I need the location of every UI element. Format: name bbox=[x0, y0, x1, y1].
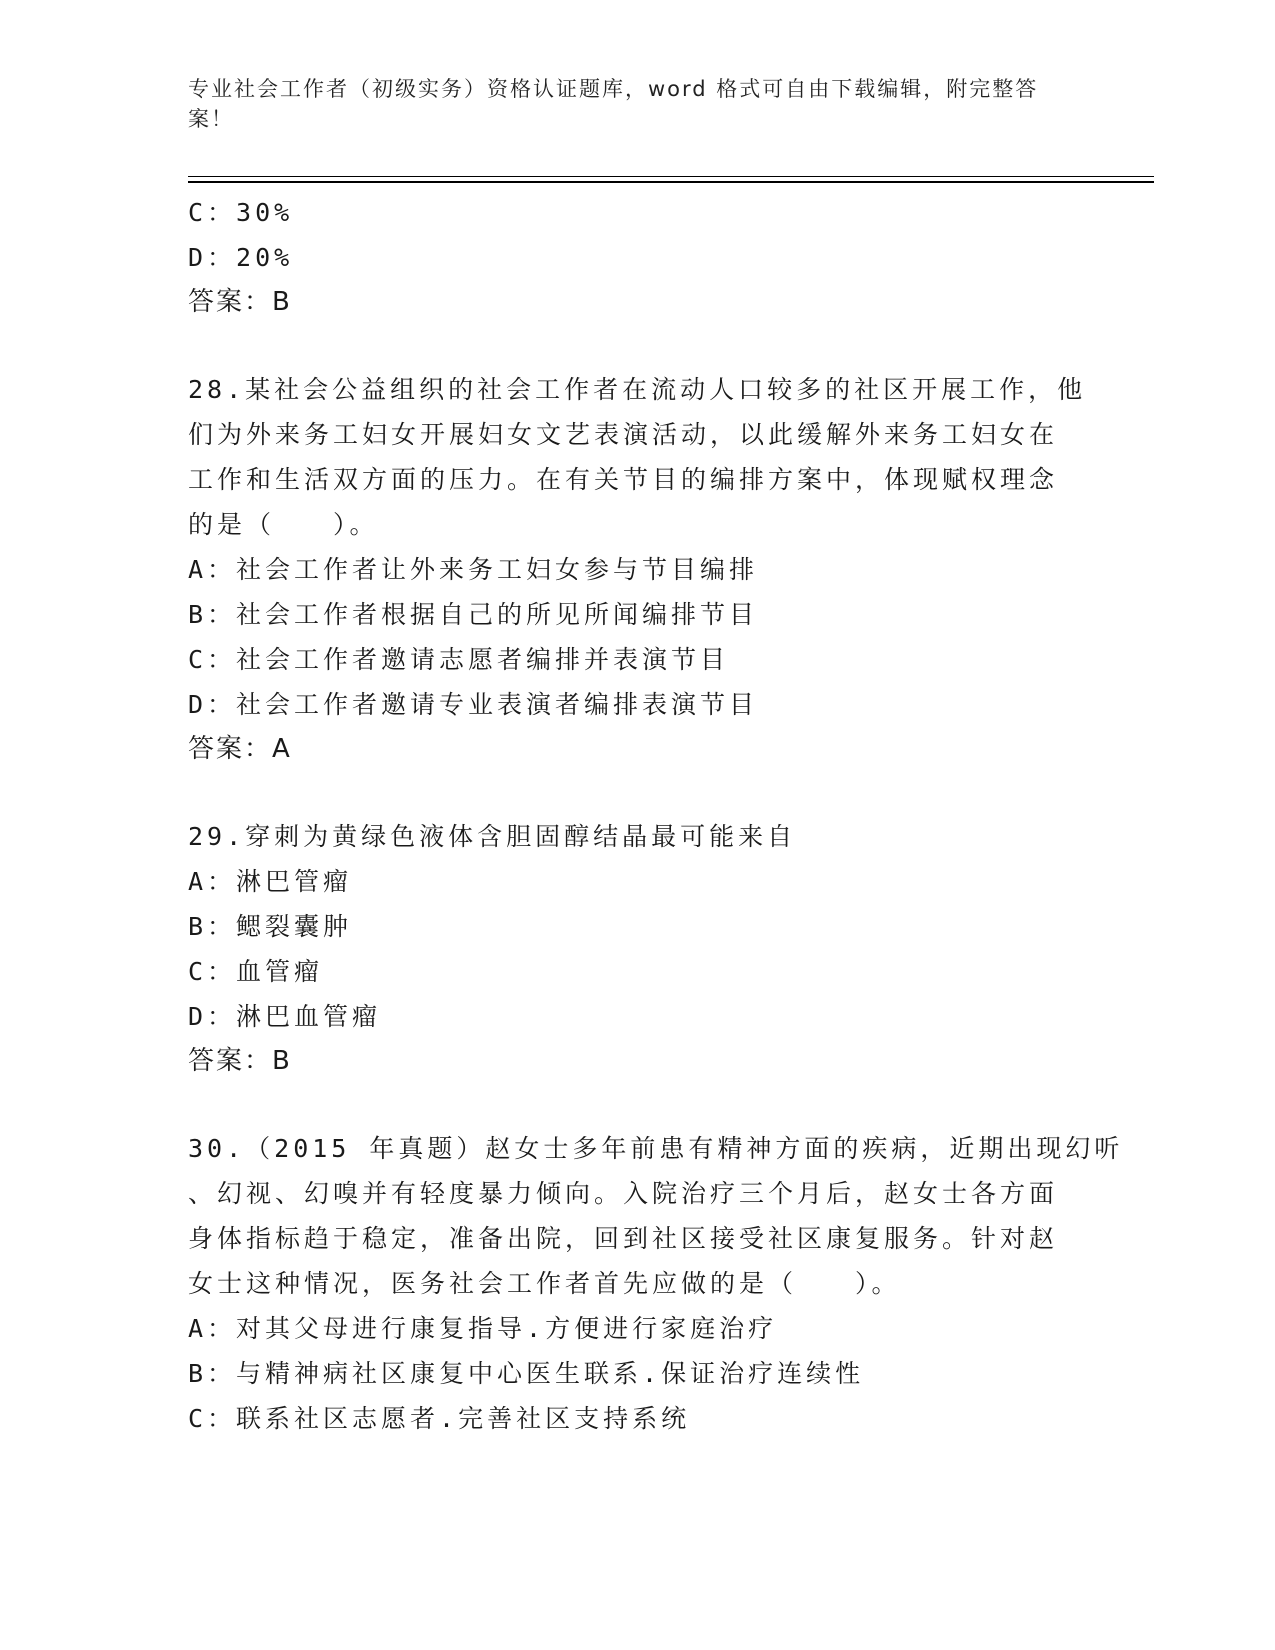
header-divider-thick bbox=[188, 181, 1154, 183]
option-d: D：20% bbox=[188, 243, 294, 272]
option-c: C：30% bbox=[188, 198, 294, 227]
question-stem: 女士这种情况，医务社会工作者首先应做的是（ ）。 bbox=[188, 1269, 901, 1298]
option-a: A：对其父母进行康复指导.方便进行家庭治疗 bbox=[188, 1314, 778, 1343]
option-a: A：社会工作者让外来务工妇女参与节目编排 bbox=[188, 555, 759, 584]
question-list bbox=[188, 190, 1124, 1441]
question-stem: 工作和生活双方面的压力。在有关节目的编排方案中，体现赋权理念 bbox=[188, 465, 1059, 494]
question-stem: 29.穿刺为黄绿色液体含胆固醇结晶最可能来自 bbox=[188, 822, 797, 851]
option-c: C：联系社区志愿者.完善社区支持系统 bbox=[188, 1404, 691, 1433]
question-stem: 30.（2015 年真题）赵女士多年前患有精神方面的疾病，近期出现幻听 bbox=[188, 1134, 1124, 1163]
answer-line: 答案：B bbox=[188, 287, 292, 317]
page-header: 专业社会工作者（初级实务）资格认证题库，word 格式可自由下载编辑，附完整答案！ bbox=[188, 77, 1039, 131]
option-b: B：社会工作者根据自己的所见所闻编排节目 bbox=[188, 600, 759, 629]
spacer bbox=[188, 772, 1088, 814]
spacer bbox=[188, 325, 1088, 367]
question-29 bbox=[188, 814, 1088, 1084]
option-b: B：与精神病社区康复中心医生联系.保证治疗连续性 bbox=[188, 1359, 865, 1388]
question-stem: 们为外来务工妇女开展妇女文艺表演活动，以此缓解外来务工妇女在 bbox=[188, 420, 1059, 449]
question-27-tail bbox=[188, 190, 1088, 325]
option-d: D：淋巴血管瘤 bbox=[188, 1002, 382, 1031]
option-d: D：社会工作者邀请专业表演者编排表演节目 bbox=[188, 690, 759, 719]
option-a: A：淋巴管瘤 bbox=[188, 867, 353, 896]
question-28 bbox=[188, 367, 1088, 772]
spacer bbox=[188, 1084, 1088, 1126]
option-c: C：血管瘤 bbox=[188, 957, 324, 986]
question-stem: 身体指标趋于稳定，准备出院，回到社区接受社区康复服务。针对赵 bbox=[188, 1224, 1059, 1253]
question-stem: 、幻视、幻嗅并有轻度暴力倾向。入院治疗三个月后，赵女士各方面 bbox=[188, 1179, 1059, 1208]
question-30 bbox=[188, 1126, 1124, 1441]
option-b: B：鳃裂囊肿 bbox=[188, 912, 353, 941]
answer-line: 答案：B bbox=[188, 1046, 292, 1076]
question-stem: 28.某社会公益组织的社会工作者在流动人口较多的社区开展工作，他 bbox=[188, 375, 1087, 404]
header-divider-thin bbox=[188, 176, 1154, 177]
answer-line: 答案：A bbox=[188, 734, 292, 764]
question-stem: 的是（ ）。 bbox=[188, 510, 379, 539]
option-c: C：社会工作者邀请志愿者编排并表演节目 bbox=[188, 645, 730, 674]
